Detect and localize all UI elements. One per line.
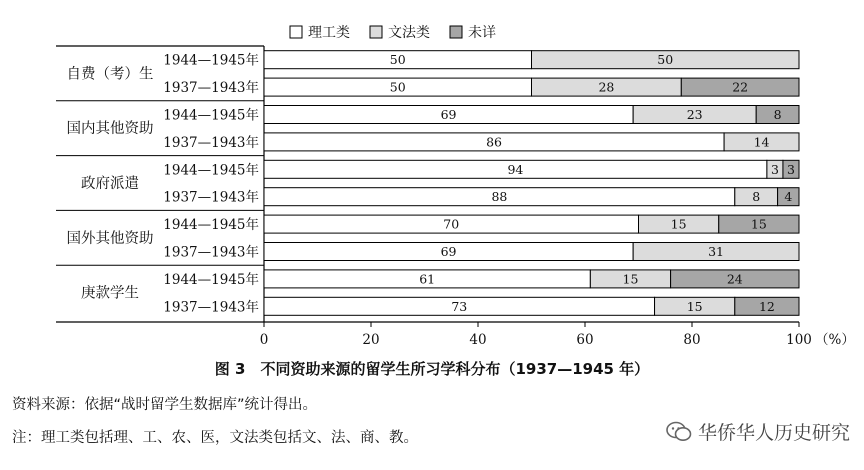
legend-swatch <box>370 26 382 38</box>
data-label: 73 <box>451 298 468 314</box>
data-label: 4 <box>784 189 793 205</box>
data-label: 69 <box>440 244 457 259</box>
x-tick-label: 80 <box>683 332 701 348</box>
data-label: 8 <box>752 189 761 205</box>
watermark <box>666 418 850 445</box>
period-label: 1944—1945年 <box>163 107 259 124</box>
group-label: 庚款学生 <box>81 285 139 302</box>
period-label: 1937—1943年 <box>163 80 259 97</box>
data-label: 3 <box>786 161 795 177</box>
legend-label: 文法类 <box>388 25 430 41</box>
data-label: 15 <box>622 271 639 287</box>
period-label: 1944—1945年 <box>163 52 259 69</box>
x-unit-label: （%） <box>815 332 855 348</box>
x-tick-label: 40 <box>469 332 487 348</box>
group-label: 国外其他资助 <box>66 230 154 247</box>
data-label: 14 <box>753 134 770 150</box>
data-label: 50 <box>389 52 406 68</box>
group-label: 国内其他资助 <box>66 121 154 138</box>
category-note: 注：理工类包括理、工、农、医，文法类包括文、法、商、教。 <box>12 430 418 446</box>
data-label: 15 <box>670 216 687 232</box>
x-tick-label: 100 <box>786 332 812 348</box>
data-label: 15 <box>750 216 767 232</box>
period-label: 1944—1945年 <box>163 271 259 288</box>
period-label: 1944—1945年 <box>163 162 259 179</box>
period-label: 1937—1943年 <box>163 299 259 316</box>
source-note: 资料来源：依据“战时留学生数据库”统计得出。 <box>12 397 318 413</box>
legend-label: 未详 <box>468 25 496 41</box>
x-tick-label: 0 <box>259 332 269 348</box>
period-label: 1937—1943年 <box>163 134 259 151</box>
group-label: 自费（考）生 <box>66 66 154 83</box>
legend-swatch <box>450 26 462 38</box>
data-label: 8 <box>773 107 782 122</box>
data-label: 70 <box>443 216 460 232</box>
data-label: 28 <box>598 79 615 95</box>
data-label: 86 <box>486 134 503 150</box>
data-label: 50 <box>657 52 674 68</box>
data-label: 94 <box>507 161 524 177</box>
x-tick-label: 20 <box>362 332 380 348</box>
data-label: 88 <box>491 189 508 205</box>
period-label: 1944—1945年 <box>163 217 259 234</box>
wechat-icon <box>666 421 692 443</box>
x-tick-label: 60 <box>576 332 594 348</box>
data-label: 50 <box>389 79 406 95</box>
legend-label: 理工类 <box>308 25 350 41</box>
data-label: 69 <box>440 107 457 122</box>
group-label: 政府派遣 <box>81 176 139 192</box>
legend-swatch <box>290 26 302 38</box>
data-label: 12 <box>758 298 775 314</box>
data-label: 3 <box>770 161 779 177</box>
watermark-text: 华侨华人历史研究 <box>697 422 850 444</box>
data-label: 15 <box>686 298 703 314</box>
period-label: 1937—1943年 <box>163 244 259 261</box>
data-label: 61 <box>419 271 436 287</box>
data-label: 24 <box>726 271 743 287</box>
data-label: 22 <box>732 79 749 95</box>
period-label: 1937—1943年 <box>163 189 259 206</box>
data-label: 31 <box>708 244 725 259</box>
chart-title: 图 3 不同资助来源的留学生所习学科分布（1937—1945 年） <box>214 360 650 378</box>
data-label: 23 <box>686 107 703 122</box>
